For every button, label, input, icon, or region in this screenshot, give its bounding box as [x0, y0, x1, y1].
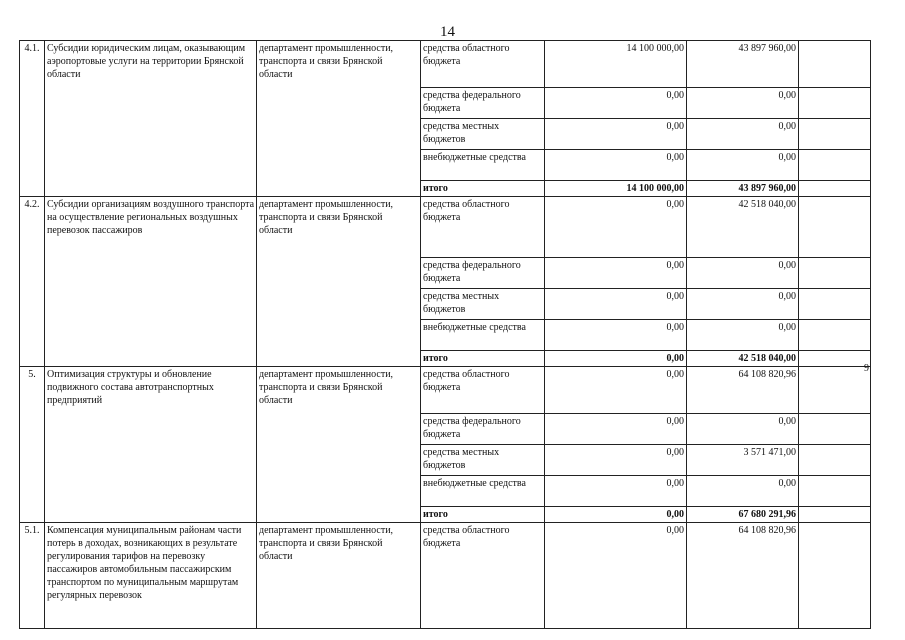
- funding-source: средства федерального бюджета: [421, 88, 545, 119]
- empty-cell: [799, 414, 871, 445]
- funding-source: средства областного бюджета: [421, 197, 545, 258]
- amount-2: 43 897 960,00: [687, 41, 799, 88]
- amount-1: 0,00: [545, 88, 687, 119]
- total-amount-1: 0,00: [545, 351, 687, 367]
- total-label: итого: [421, 181, 545, 197]
- amount-2: 0,00: [687, 289, 799, 320]
- amount-2: 0,00: [687, 119, 799, 150]
- empty-cell: [799, 150, 871, 181]
- empty-cell: [799, 197, 871, 258]
- amount-2: 0,00: [687, 320, 799, 351]
- measure-name: Субсидии юридическим лицам, оказывающим аэропортовые услуги на территории Брянской области: [45, 41, 257, 197]
- amount-2: 64 108 820,96: [687, 367, 799, 414]
- empty-cell: [799, 476, 871, 507]
- empty-cell: [799, 320, 871, 351]
- amount-2: 0,00: [687, 88, 799, 119]
- budget-table-body: [20, 41, 871, 629]
- row-index: 5.1.: [20, 523, 45, 629]
- amount-2: 0,00: [687, 476, 799, 507]
- amount-2: 64 108 820,96: [687, 523, 799, 629]
- funding-source: средства областного бюджета: [421, 523, 545, 629]
- amount-1: 0,00: [545, 119, 687, 150]
- empty-cell: [799, 523, 871, 629]
- funding-source: средства федерального бюджета: [421, 258, 545, 289]
- empty-cell: [799, 289, 871, 320]
- empty-cell: [799, 351, 871, 367]
- empty-cell: [799, 119, 871, 150]
- empty-cell: [799, 507, 871, 523]
- empty-cell: [799, 445, 871, 476]
- row-index: 4.2.: [20, 197, 45, 367]
- funding-source: средства областного бюджета: [421, 367, 545, 414]
- trailing-mark: 9: [864, 363, 869, 374]
- amount-1: 0,00: [545, 258, 687, 289]
- funding-source: средства областного бюджета: [421, 41, 545, 88]
- table-row: [20, 197, 871, 258]
- amount-2: 0,00: [687, 150, 799, 181]
- empty-cell: [799, 88, 871, 119]
- table-row: [20, 367, 871, 414]
- total-amount-2: 67 680 291,96: [687, 507, 799, 523]
- funding-source: внебюджетные средства: [421, 476, 545, 507]
- empty-cell: [799, 258, 871, 289]
- funding-source: средства местных бюджетов: [421, 119, 545, 150]
- amount-2: 3 571 471,00: [687, 445, 799, 476]
- executor: департамент промышленности, транспорта и связи Брянской области: [257, 523, 421, 629]
- empty-cell: [799, 181, 871, 197]
- amount-1: 14 100 000,00: [545, 41, 687, 88]
- total-amount-2: 42 518 040,00: [687, 351, 799, 367]
- total-label: итого: [421, 351, 545, 367]
- amount-1: 0,00: [545, 150, 687, 181]
- total-amount-1: 0,00: [545, 507, 687, 523]
- table-row: [20, 523, 871, 629]
- funding-source: внебюджетные средства: [421, 150, 545, 181]
- funding-source: средства местных бюджетов: [421, 289, 545, 320]
- empty-cell: [799, 367, 871, 414]
- amount-2: 0,00: [687, 414, 799, 445]
- row-index: 5.: [20, 367, 45, 523]
- total-amount-2: 43 897 960,00: [687, 181, 799, 197]
- funding-source: средства местных бюджетов: [421, 445, 545, 476]
- amount-1: 0,00: [545, 414, 687, 445]
- measure-name: Субсидии организациям воздушного транспорта на осуществление региональных воздушных перевозок пассажиров: [45, 197, 257, 367]
- budget-table: [19, 40, 871, 629]
- empty-cell: [799, 41, 871, 88]
- amount-1: 0,00: [545, 289, 687, 320]
- amount-1: 0,00: [545, 367, 687, 414]
- executor: департамент промышленности, транспорта и связи Брянской области: [257, 367, 421, 523]
- executor: департамент промышленности, транспорта и связи Брянской области: [257, 197, 421, 367]
- amount-1: 0,00: [545, 320, 687, 351]
- measure-name: Компенсация муниципальным районам части потерь в доходах, возникающих в результате регулирования тарифов на перевозку пассажиров автомобильным пассажирским транспортом по муниципальным маршрутам регулярных перевозок: [45, 523, 257, 629]
- funding-source: внебюджетные средства: [421, 320, 545, 351]
- page-number: 14: [440, 24, 455, 40]
- total-label: итого: [421, 507, 545, 523]
- row-index: 4.1.: [20, 41, 45, 197]
- table-row: [20, 41, 871, 88]
- amount-1: 0,00: [545, 523, 687, 629]
- amount-2: 0,00: [687, 258, 799, 289]
- measure-name: Оптимизация структуры и обновление подвижного состава автотранспортных предприятий: [45, 367, 257, 523]
- funding-source: средства федерального бюджета: [421, 414, 545, 445]
- amount-1: 0,00: [545, 476, 687, 507]
- total-amount-1: 14 100 000,00: [545, 181, 687, 197]
- amount-1: 0,00: [545, 445, 687, 476]
- executor: департамент промышленности, транспорта и связи Брянской области: [257, 41, 421, 197]
- amount-1: 0,00: [545, 197, 687, 258]
- amount-2: 42 518 040,00: [687, 197, 799, 258]
